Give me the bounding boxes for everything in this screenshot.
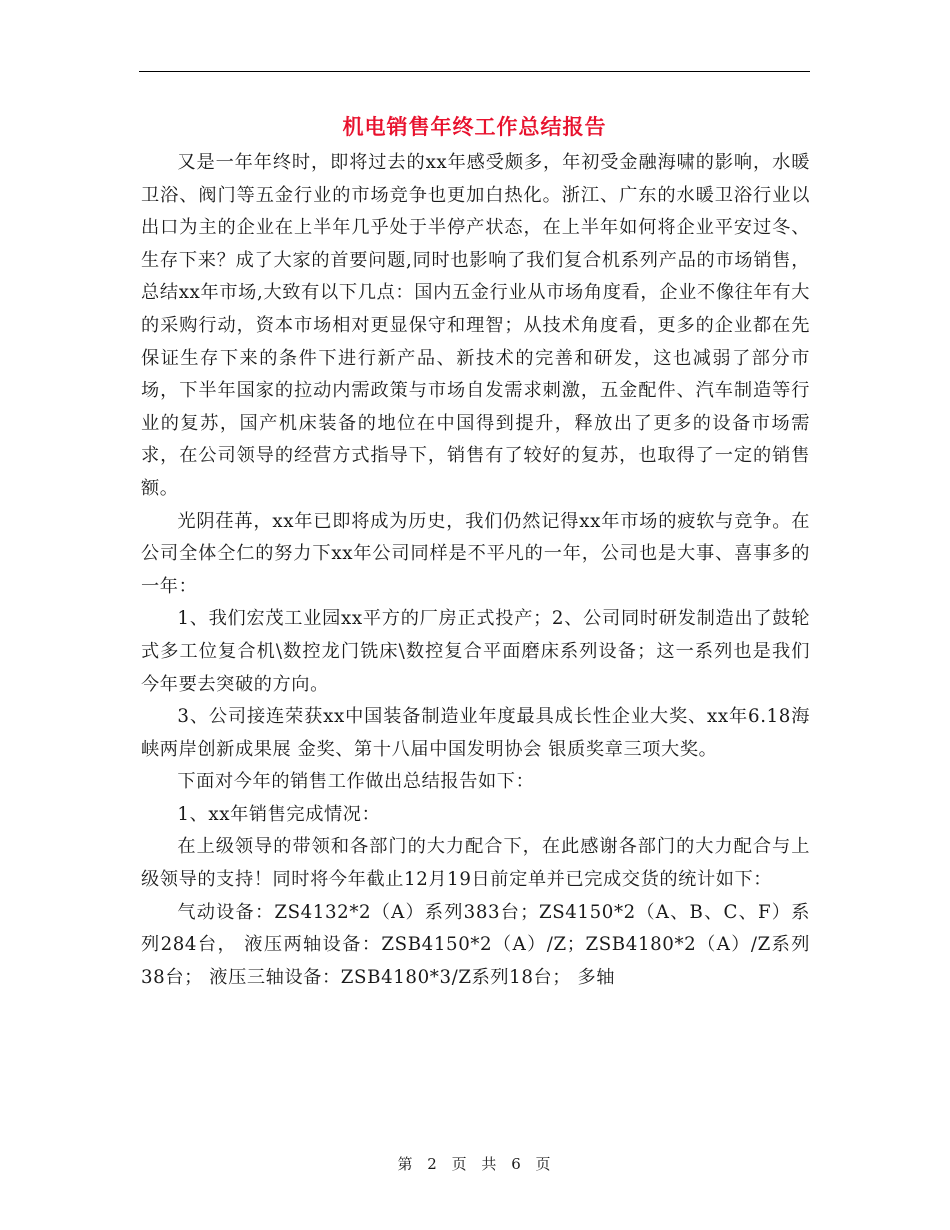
footer-total-prefix: 共 bbox=[481, 1155, 499, 1173]
document-body bbox=[141, 147, 810, 994]
paragraph: 光阴荏苒，xx年已即将成为历史，我们仍然记得xx年市场的疲软与竞争。在公司全体仝仁的努力下xx年公司同样是不平凡的一年，公司也是大事、喜事多的一年： bbox=[141, 510, 810, 597]
paragraph: 又是一年年终时，即将过去的xx年感受颇多，年初受金融海啸的影响，水暖卫浴、阀门等五金行业的市场竞争也更加白热化。浙江、广东的水暖卫浴行业以出口为主的企业在上半年几乎处于半停产状态，在上半年如何将企业平安过冬、生存下来？成了大家的首要问题,同时也影响了我们复合机系列产品的市场销售，总结xx年市场,大致有以下几点：国内五金行业从市场角度看，企业不像往年有大的采购行动，资本市场相对更显保守和理智；从技术角度看，更多的企业都在先保证生存下来的条件下进行新产品、新技术的完善和研发，这也减弱了部分市场，下半年国家的拉动内需政策与市场自发需求刺激，五金配件、汽车制造等行业的复苏，国产机床装备的地位在中国得到提升，释放出了更多的设备市场需求，在公司领导的经营方式指导下，销售有了较好的复苏，也取得了一定的销售额。 bbox=[141, 152, 810, 499]
document-title: 机电销售年终工作总结报告 bbox=[342, 115, 607, 139]
header-rule bbox=[139, 71, 810, 72]
footer-prefix: 第 bbox=[397, 1155, 415, 1173]
paragraph: 下面对今年的销售工作做出总结报告如下： bbox=[177, 771, 535, 793]
footer-total-unit: 页 bbox=[535, 1155, 553, 1173]
footer-page-unit: 页 bbox=[451, 1155, 469, 1173]
paragraph: 1、我们宏茂工业园xx平方的厂房正式投产；2、公司同时研发制造出了鼓轮式多工位复合机\数控龙门铣床\数控复合平面磨床系列设备；这一系列也是我们今年要去突破的方向。 bbox=[141, 608, 810, 695]
paragraph: 1、xx年销售完成情况： bbox=[177, 803, 381, 825]
current-page-number: 2 bbox=[427, 1155, 439, 1173]
paragraph: 3、公司接连荣获xx中国装备制造业年度最具成长性企业大奖、xx年6.18海峡两岸创新成果展 金奖、第十八届中国发明协会 银质奖章三项大奖。 bbox=[141, 706, 810, 760]
total-page-number: 6 bbox=[511, 1155, 523, 1173]
paragraph: 气动设备：ZS4132*2（A）系列383台；ZS4150*2（A、B、C、F）系列284台， 液压两轴设备：ZSB4150*2（A）/Z；ZSB4180*2（A）/Z系列38台； 液压三轴设备：ZSB4180*3/Z系列18台； 多轴 bbox=[141, 901, 810, 988]
page-footer bbox=[0, 1153, 950, 1174]
paragraph: 在上级领导的带领和各部门的大力配合下，在此感谢各部门的大力配合与上级领导的支持！同时将今年截止12月19日前定单并已完成交货的统计如下： bbox=[141, 836, 810, 891]
